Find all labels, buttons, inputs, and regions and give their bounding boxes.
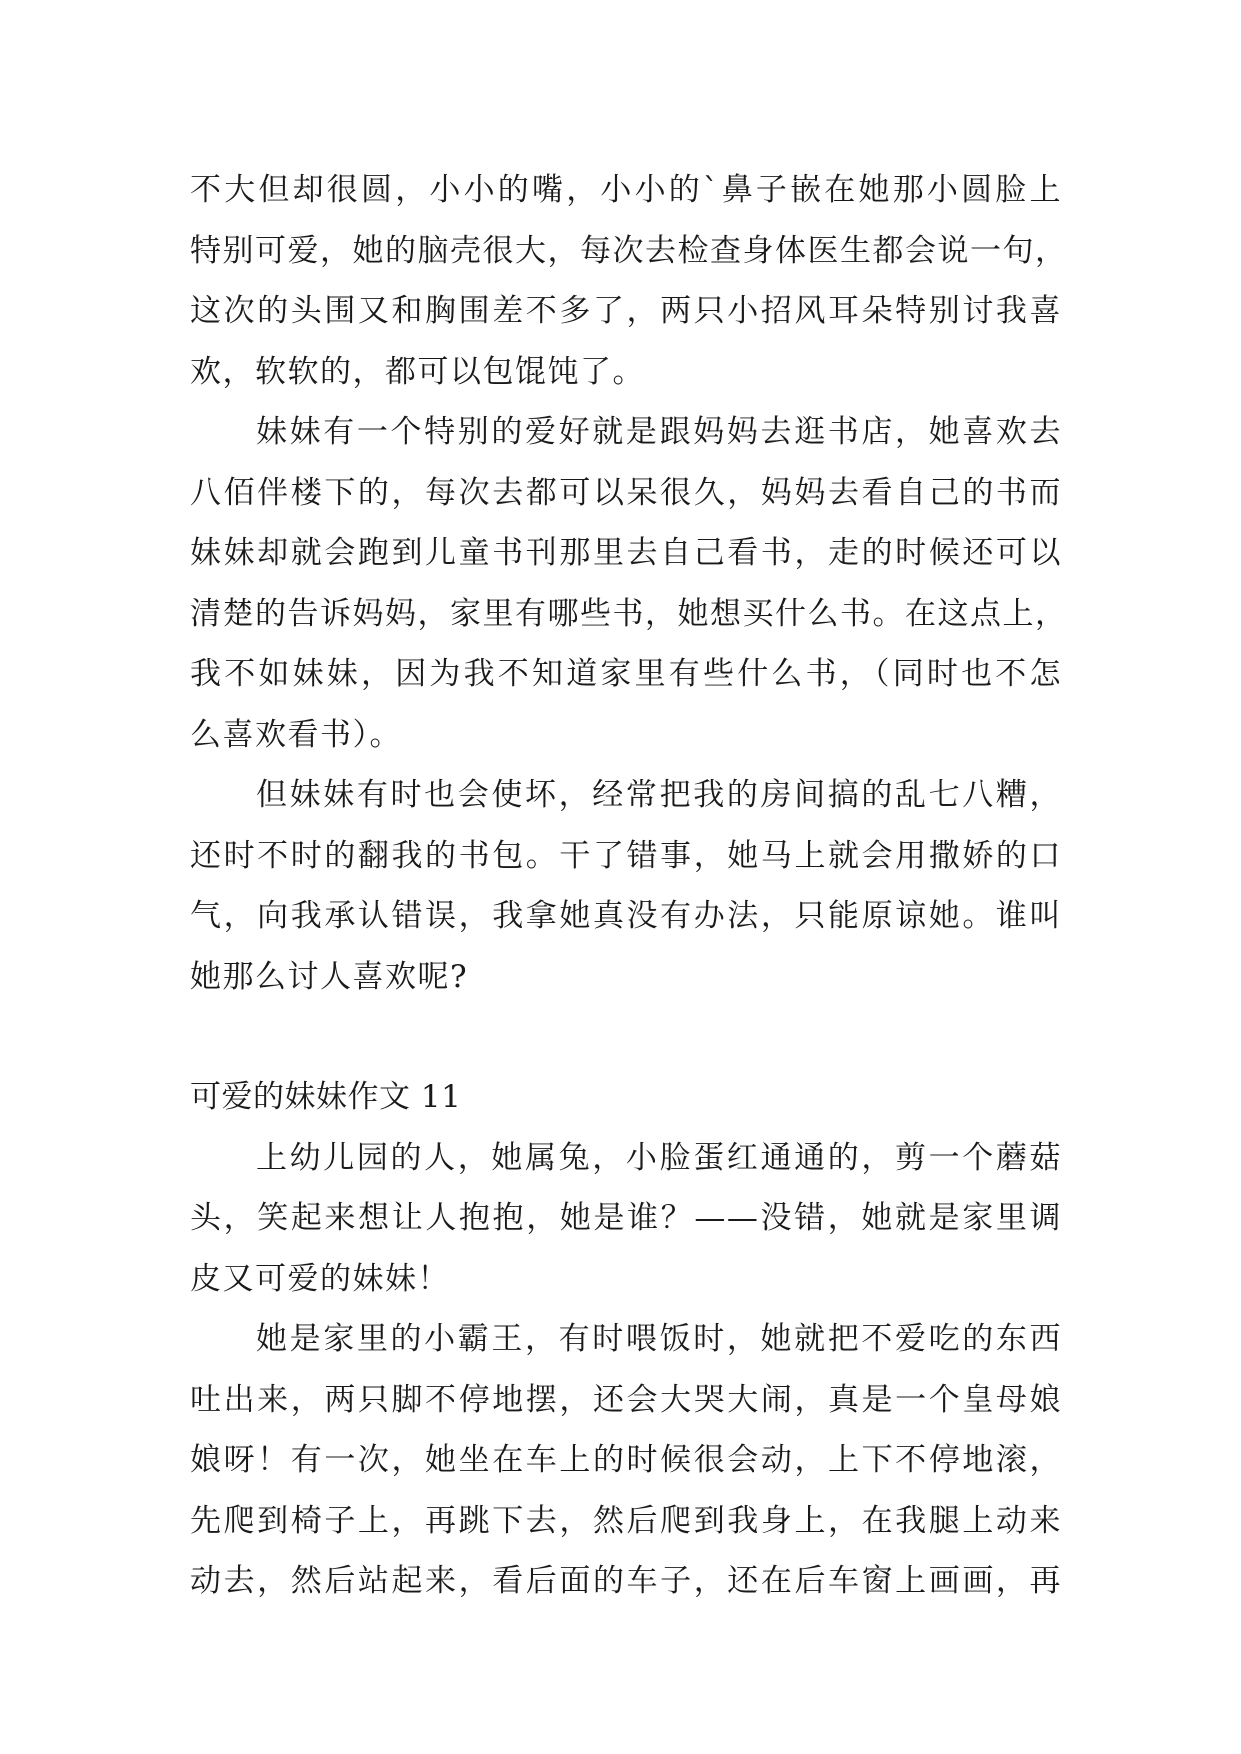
text-line: 妹妹有一个特别的爱好就是跟妈妈去逛书店，她喜欢去 xyxy=(256,414,1062,450)
text-line: 我不如妹妹，因为我不知道家里有些什么书，（同时也不怎 xyxy=(190,656,1062,692)
text-line: 先爬到椅子上，再跳下去，然后爬到我身上，在我腿上动来 xyxy=(190,1502,1062,1539)
paragraph xyxy=(190,1309,1062,1612)
text-line: 动去，然后站起来，看后面的车子，还在后车窗上画画，再 xyxy=(190,1563,1062,1599)
text-line: 娘呀！有一次，她坐在车上的时候很会动，上下不停地滚， xyxy=(190,1442,1062,1478)
text-line: 但妹妹有时也会使坏，经常把我的房间搞的乱七八糟， xyxy=(256,777,1062,813)
text-line: 还时不时的翻我的书包。干了错事，她马上就会用撒娇的口 xyxy=(190,837,1062,874)
text-line: 头，笑起来想让人抱抱，她是谁？——没错，她就是家里调 xyxy=(190,1200,1062,1236)
section-title: 可爱的妹妹作文 11 xyxy=(190,1079,462,1115)
text-line: 不大但却很圆，小小的嘴，小小的`鼻子嵌在她那小圆脸上 xyxy=(190,172,1062,208)
paragraph xyxy=(190,402,1068,765)
text-line: 八佰伴楼下的，每次去都可以呆很久，妈妈去看自己的书而 xyxy=(190,474,1062,511)
text-line: 么喜欢看书）。 xyxy=(190,716,402,753)
text-line: 欢，软软的，都可以包馄饨了。 xyxy=(190,353,645,390)
text-line: 特别可爱，她的脑壳很大，每次去检查身体医生都会说一句， xyxy=(190,232,1068,269)
paragraph xyxy=(190,1128,1062,1310)
paragraph xyxy=(190,765,1062,1007)
text-line: 妹妹却就会跑到儿童书刊那里去自己看书，走的时候还可以 xyxy=(190,535,1062,571)
text-line: 这次的头围又和胸围差不多了，两只小招风耳朵特别讨我喜 xyxy=(190,293,1062,329)
text-line: 她是家里的小霸王，有时喂饭时，她就把不爱吃的东西 xyxy=(256,1321,1062,1357)
blank-line xyxy=(190,1007,1062,1067)
text-line: 她那么讨人喜欢呢? xyxy=(190,958,469,995)
text-line: 吐出来，两只脚不停地摆，还会大哭大闹，真是一个皇母娘 xyxy=(190,1381,1062,1418)
text-line: 气，向我承认错误，我拿她真没有办法，只能原谅她。谁叫 xyxy=(190,898,1062,934)
document-body xyxy=(190,160,1068,1612)
text-line: 上幼儿园的人，她属兔，小脸蛋红通通的，剪一个蘑菇 xyxy=(256,1139,1062,1176)
text-line: 皮又可爱的妹妹！ xyxy=(190,1260,450,1297)
text-line: 清楚的告诉妈妈，家里有哪些书，她想买什么书。在这点上， xyxy=(190,595,1068,632)
paragraph xyxy=(190,160,1068,402)
